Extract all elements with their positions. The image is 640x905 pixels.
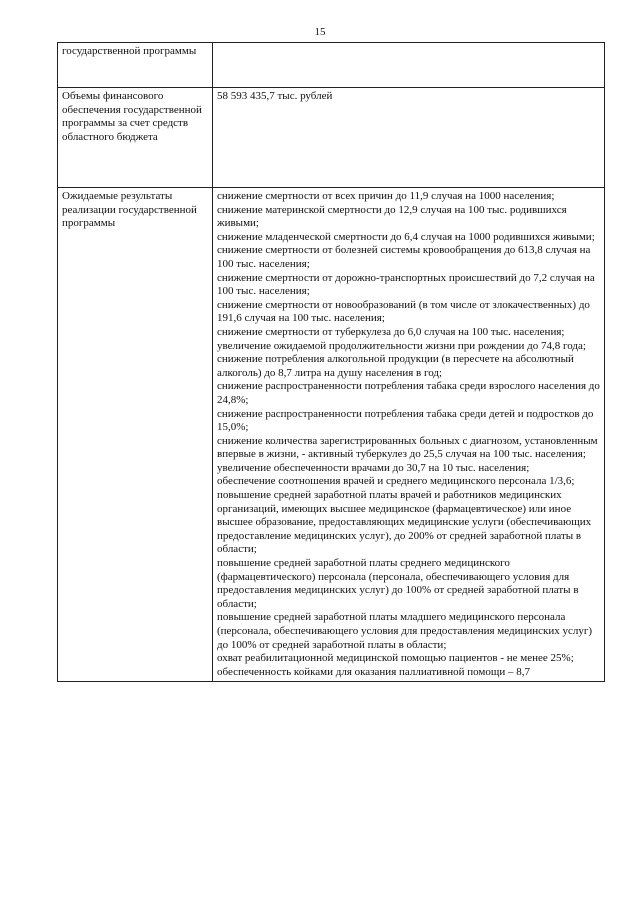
- table-row: [58, 88, 605, 188]
- row-value: 58 593 435,7 тыс. рублей: [213, 88, 605, 188]
- result-item: снижение смертности от дорожно-транспортных происшествий до 7,2 случая на 100 тыс. населения;: [217, 271, 595, 298]
- program-passport-table: [57, 42, 605, 682]
- result-item: охват реабилитационной медицинской помощью пациентов - не менее 25%;: [217, 652, 574, 665]
- result-item: повышение средней заработной платы младшего медицинского персонала (персонала, обеспечивающего условия для предоставления медицинских услуг) до 100% от средней заработной платы в области;: [217, 611, 593, 651]
- row-value: [213, 43, 605, 88]
- result-item: снижение материнской смертности до 12,9 случая на 100 тыс. родившихся живыми;: [217, 203, 567, 230]
- result-item: снижение младенческой смертности до 6,4 случая на 1000 родившихся живыми;: [217, 230, 595, 243]
- result-item: снижение смертности от болезней системы кровообращения до 613,8 случая на 100 тыс. населения;: [217, 244, 591, 270]
- result-item: повышение средней заработной платы врачей и работников медицинских организаций, имеющих высшее медицинское (фармацевтическое) или иное высшее образование, предоставляющих медицинские услуги (обеспечивающих предоставление медицинских услуг), до 200% от средней заработной платы в области;: [217, 489, 592, 556]
- result-item: обеспечение соотношения врачей и среднего медицинского персонала 1/3,6;: [217, 475, 575, 488]
- result-item: повышение средней заработной платы среднего медицинского (фармацевтического) персонала (персонала, обеспечивающего условия для предоставления медицинских услуг) до 100% от средней заработной платы в области;: [217, 557, 579, 610]
- result-item: снижение смертности от туберкулеза до 6,0 случая на 100 тыс. населения;: [217, 325, 565, 338]
- row-label: Объемы финансового обеспечения государственной программы за счет средств областного бюджета: [58, 88, 213, 188]
- result-item: снижение смертности от новообразований (в том числе от злокачественных) до 191,6 случая на 100 тыс. населения;: [217, 298, 590, 325]
- result-item: снижение распространенности потребления табака среди взрослого населения до 24,8%;: [217, 380, 600, 406]
- result-item: снижение потребления алкогольной продукции (в пересчете на абсолютный алкоголь) до 8,7 литра на душу населения в год;: [217, 353, 574, 379]
- row-label: Ожидаемые результаты реализации государственной программы: [58, 188, 213, 682]
- table-row: [58, 43, 605, 88]
- expected-results-list: [213, 188, 605, 682]
- row-label: государственной программы: [58, 43, 213, 88]
- result-item: снижение распространенности потребления табака среди детей и подростков до 15,0%;: [217, 407, 594, 434]
- result-item: обеспеченность койками для оказания паллиативной помощи – 8,7: [217, 665, 530, 678]
- table-row: [58, 188, 605, 682]
- page-number: 15: [314, 26, 326, 38]
- result-item: увеличение ожидаемой продолжительности жизни при рождении до 74,8 года;: [217, 339, 586, 352]
- result-item: увеличение обеспеченности врачами до 30,7 на 10 тыс. населения;: [217, 461, 530, 474]
- result-item: снижение количества зарегистрированных больных с диагнозом, установленным впервые в жизни, - активный туберкулез до 25,5 случая на 100 тыс. населения;: [217, 434, 598, 461]
- result-item: снижение смертности от всех причин до 11,9 случая на 1000 населения;: [217, 190, 555, 202]
